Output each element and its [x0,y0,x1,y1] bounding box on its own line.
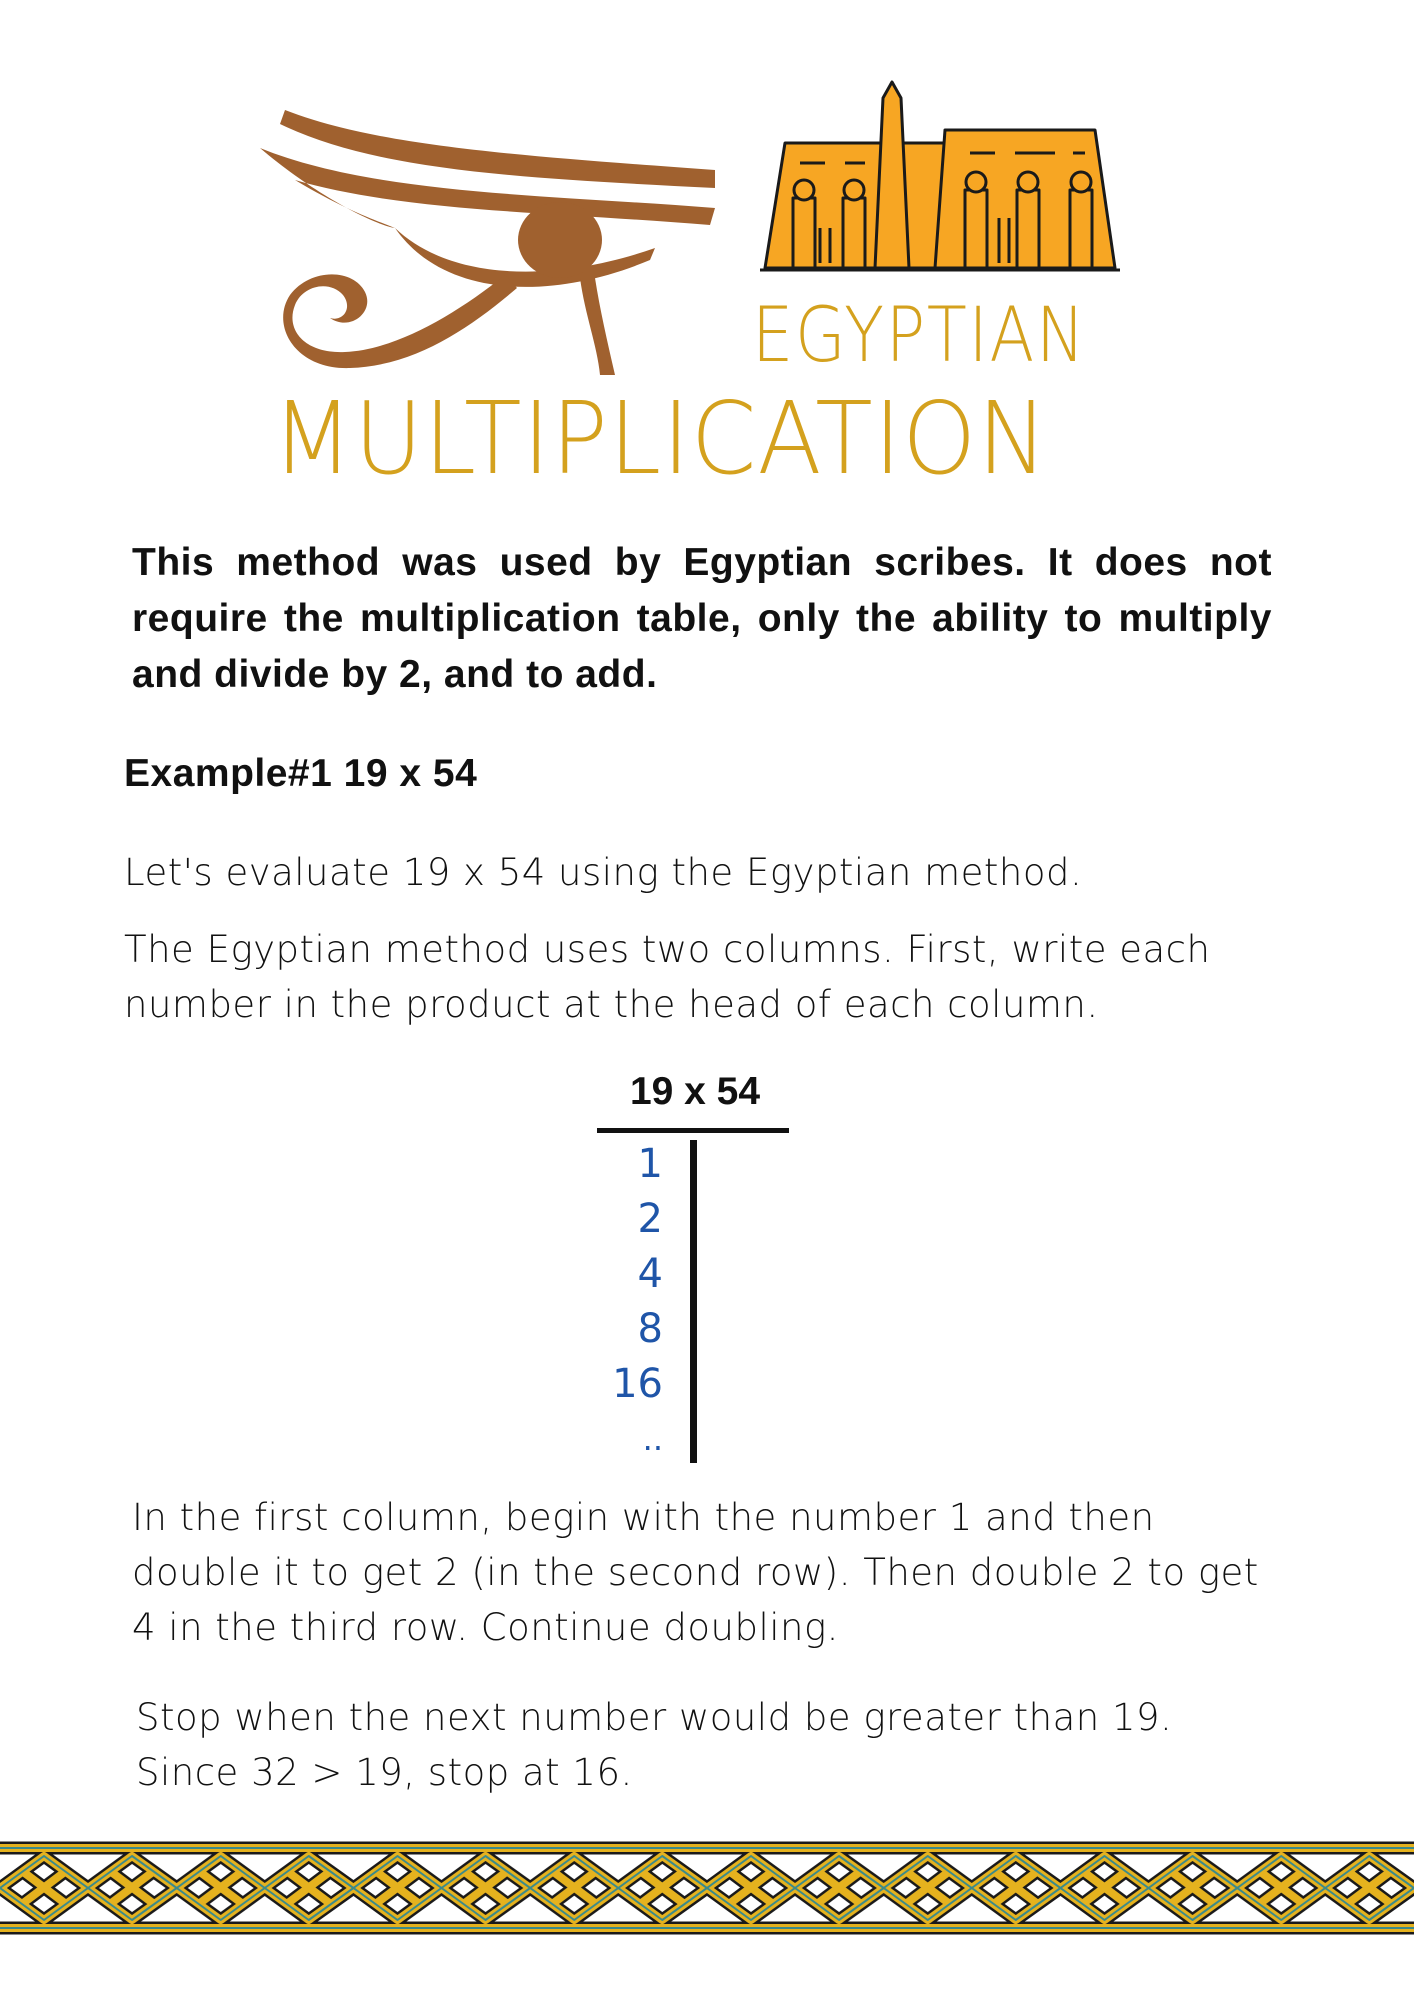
table-header: 19 x 54 [629,1070,761,1113]
table-cell: 1 [637,1141,663,1187]
title-multiplication: MULTIPLICATION [272,380,1049,497]
table-cell: .. [642,1420,663,1458]
egyptian-temple-icon [755,78,1130,278]
table-cell: 16 [612,1361,663,1407]
eye-of-horus-icon [255,100,725,380]
title-egyptian: EGYPTIAN [752,290,1087,379]
table-horizontal-rule [597,1128,789,1133]
decorative-border [0,1838,1414,1938]
table-cell: 4 [637,1251,663,1297]
example-heading: Example#1 19 x 54 [124,752,478,795]
table-vertical-rule [690,1140,697,1463]
paragraph-stop: Stop when the next number would be greater than 19. Since 32 > 19, stop at 16. [136,1696,1173,1794]
paragraph-columns: The Egyptian method uses two columns. First, write each number in the product at the head of each column. [124,928,1211,1026]
paragraph-evaluate: Let's evaluate 19 x 54 using the Egyptian method. [124,851,1083,894]
table-cell: 8 [637,1306,663,1352]
table-cell: 2 [637,1196,663,1242]
intro-paragraph: This method was used by Egyptian scribes. It does not require the multiplication table, only the ability to multiply and divide by 2, and to add. [132,541,1272,696]
paragraph-doubling: In the first column, begin with the number 1 and then double it to get 2 (in the second row). Then double 2 to get 4 in the third row. Continue doubling. [132,1496,1259,1649]
